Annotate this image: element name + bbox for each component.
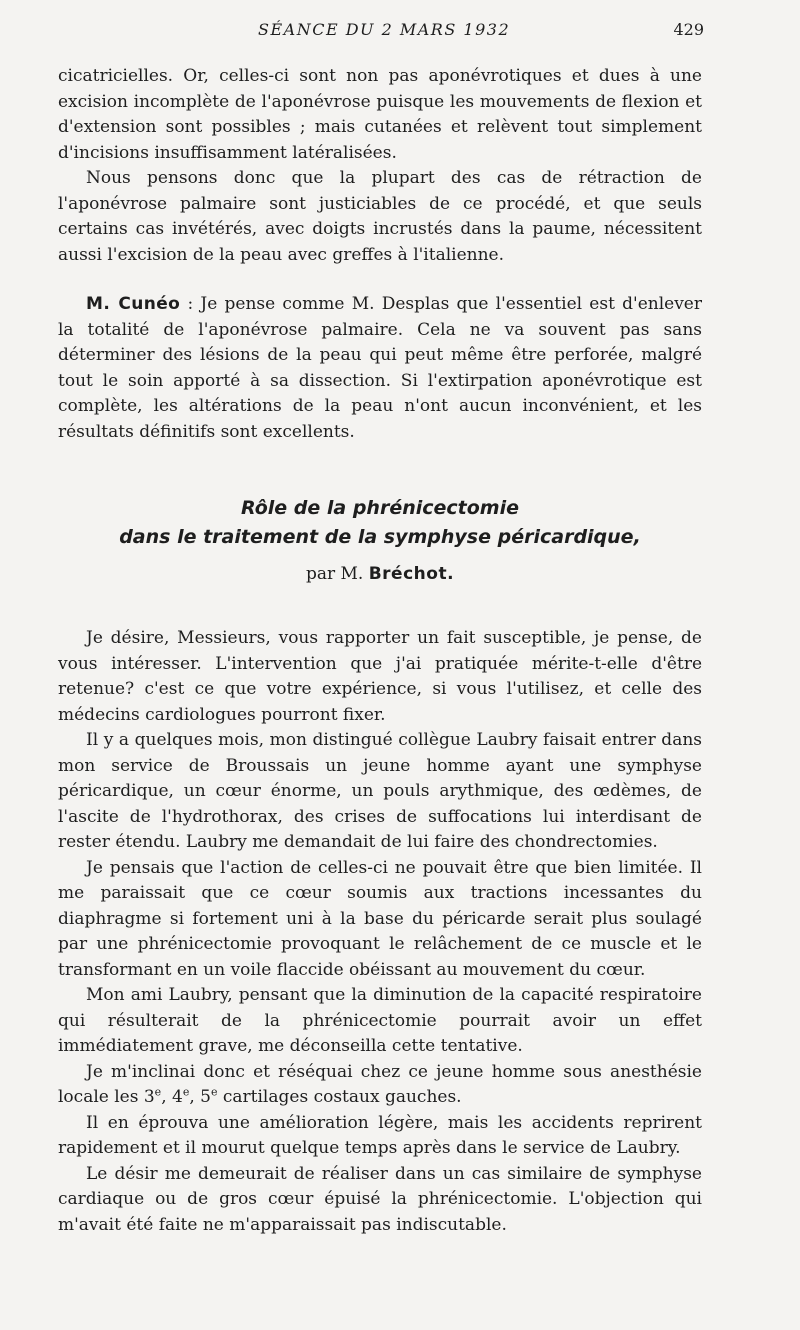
article-title xyxy=(58,494,702,552)
page-number: 429 xyxy=(673,20,704,39)
paragraph: Mon ami Laubry, pensant que la diminution de la capacité respiratoire qui résulterait de la phrénicectomie pourrait avoir un effet immédiatement grave, me déconseilla cette tentative. xyxy=(58,985,702,1056)
speaker-name: M. Cunéo xyxy=(86,294,181,314)
article-body xyxy=(58,626,702,1238)
running-title: SÉANCE DU 2 MARS 1932 xyxy=(258,20,511,39)
paragraph xyxy=(58,1060,702,1111)
section-continuation xyxy=(58,64,702,268)
paragraph: Il y a quelques mois, mon distingué collègue Laubry faisait entrer dans mon service de Broussais un jeune homme ayant une symphyse péricardique, un cœur énorme, un pouls arythmique, des œdèmes, de l'ascite de l'hydrothorax, des crises de suffocations lui interdisant de rester étendu. Laubry me demandait de lui faire des chondrectomies. xyxy=(58,730,702,852)
article-title-line-2: dans le traitement de la symphyse péricardique, xyxy=(119,526,641,548)
paragraph: Il en éprouva une amélioration légère, mais les accidents reprirent rapidement et il mourut quelque temps après dans le service de Laubry. xyxy=(58,1112,702,1158)
text-run: , 4 xyxy=(161,1087,183,1107)
text-run: cartilages costaux gauches. xyxy=(217,1087,462,1107)
superscript: e xyxy=(182,1085,190,1099)
byline xyxy=(58,564,702,584)
paragraph: Je désire, Messieurs, vous rapporter un fait susceptible, je pense, de vous intéresser. L'intervention que j'ai pratiquée mérite-t-elle d'être retenue? c'est ce que votre expérience, si vous l'utilisez, et celle des médecins cardiologues pourront fixer. xyxy=(58,628,702,725)
paragraph: Je pensais que l'action de celles-ci ne pouvait être que bien limitée. Il me paraissait que ce cœur soumis aux tractions incessantes du diaphragme si fortement uni à la base du péricarde serait plus soulagé par une phrénicectomie provoquant le relâchement de ce muscle et le transformant en un voile flaccide obéissant au mouvement du cœur. xyxy=(58,857,702,980)
byline-author: Bréchot. xyxy=(368,564,455,584)
superscript: e xyxy=(154,1085,162,1099)
running-header xyxy=(0,20,800,46)
text-run: Je m'inclinai donc et réséquai chez ce jeune homme sous anesthésie locale les 3 xyxy=(58,1061,702,1107)
paragraph: Nous pensons donc que la plupart des cas de rétraction de l'aponévrose palmaire sont justiciables de ce procédé, et que seuls certains cas invétérés, avec doigts incrustés dans la paume, nécessitent aussi l'excision de la peau avec greffes à l'italienne. xyxy=(58,168,702,265)
superscript: e xyxy=(210,1085,218,1099)
paragraph: cicatricielles. Or, celles-ci sont non pas aponévrotiques et dues à une excision incomplète de l'aponévrose puisque les mouvements de flexion et d'extension sont possibles ; mais cutanées et relèvent tout simplement d'incisions insuffisamment latéralisées. xyxy=(58,66,702,163)
text-run: , 5 xyxy=(189,1087,211,1107)
paragraph: Le désir me demeurait de réaliser dans un cas similaire de symphyse cardiaque ou de gros cœur épuisé la phrénicectomie. L'objection qui m'avait été faite ne m'apparaissait pas indiscutable. xyxy=(58,1163,702,1235)
paragraph xyxy=(58,292,702,445)
article-title-line-1: Rôle de la phrénicectomie xyxy=(241,497,519,519)
byline-prefix: par M. xyxy=(305,564,369,584)
remark-text: : Je pense comme M. Desplas que l'essentiel est d'enlever la totalité de l'aponévrose palmaire. Cela ne va souvent pas sans déterminer des lésions de la peau qui peut même être perforée, malgré tout le soin apporté à sa dissection. Si l'extirpation aponévrotique est complète, les altérations de la peau n'ont aucun inconvénient, et les résultats définitifs sont excellents. xyxy=(58,294,702,442)
section-cuneo-remark xyxy=(58,292,702,445)
